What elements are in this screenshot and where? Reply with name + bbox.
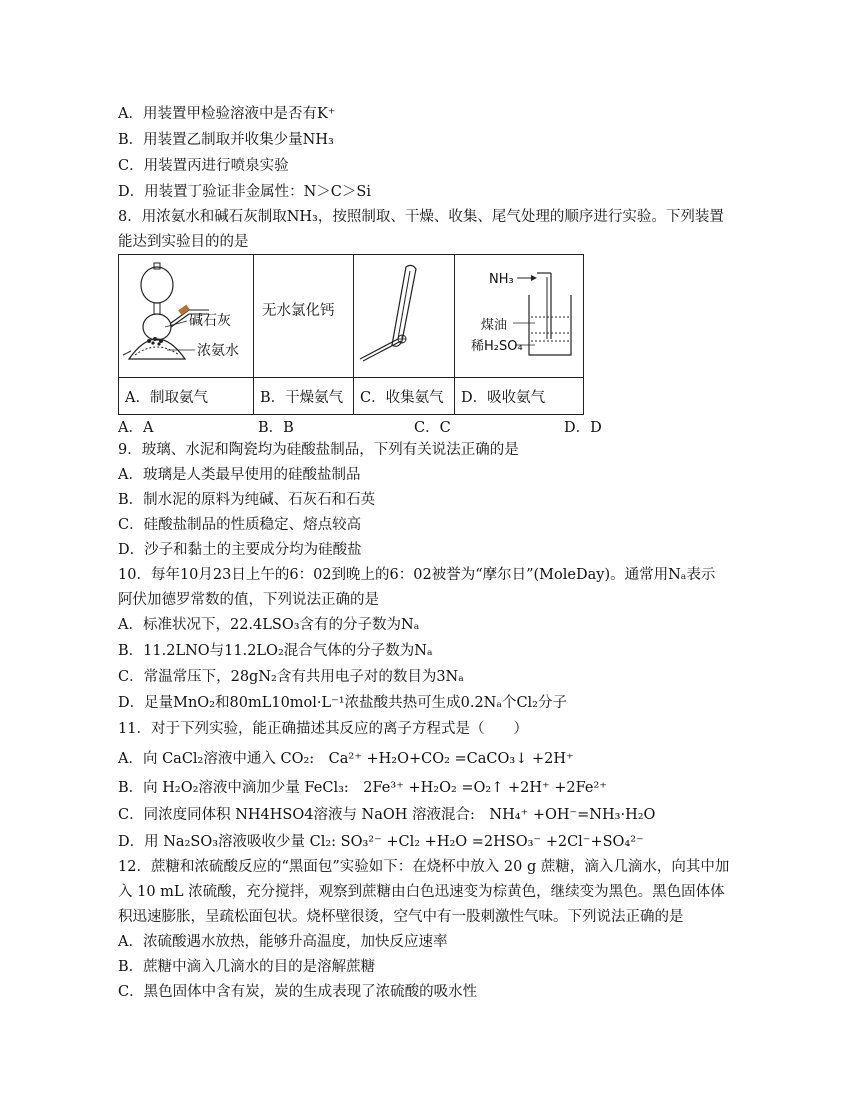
- q7-option-a: A．用装置甲检验溶液中是否有K⁺: [118, 106, 336, 122]
- q9-option-d: D．沙子和黏土的主要成分均为硅酸盐: [118, 542, 362, 558]
- q9-option-b: B．制水泥的原料为纯碱、石灰石和石英: [118, 492, 376, 508]
- q11-option-b: B．向 H₂O₂溶液中滴加少量 FeCl₃: 2Fe³⁺ +H₂O₂ =O₂↑ +2H⁺ +2Fe²⁺: [118, 780, 607, 796]
- q8-stem-line2: 能达到实验目的的是: [118, 234, 249, 250]
- nh3-label: NH₃: [489, 272, 514, 287]
- absorption-beaker-figure: [455, 255, 583, 373]
- q11-option-a: A．向 CaCl₂溶液中通入 CO₂: Ca²⁺ +H₂O+CO₂ =CaCO₃↓ +2H⁺: [118, 751, 574, 767]
- ammonia-generator-figure: [119, 255, 253, 373]
- q11-option-c: C．同浓度同体积 NH4HSO4溶液与 NaOH 溶液混合: NH₄⁺ +OH⁻=NH₃·H₂O: [118, 807, 656, 823]
- q8-choice-a: A．A: [118, 420, 154, 436]
- q8-choice-d: D．D: [564, 420, 602, 436]
- q10-option-b: B．11.2LNO与11.2LO₂混合气体的分子数为Nₐ: [118, 643, 433, 659]
- q10-option-c: C．常温常压下，28gN₂含有共用电子对的数目为3Nₐ: [118, 669, 464, 685]
- q11-stem: 11．对于下列实验，能正确描述其反应的离子方程式是（ ）: [118, 721, 528, 737]
- caption-a: A．制取氨气: [119, 378, 254, 415]
- apparatus-table: [118, 254, 584, 415]
- q10-option-d: D．足量MnO₂和80mL10mol·L⁻¹浓盐酸共热可生成0.2Nₐ个Cl₂分子: [118, 695, 567, 711]
- q10-stem-line2: 阿伏加德罗常数的值，下列说法正确的是: [118, 592, 379, 608]
- q10-option-a: A．标准状况下，22.4LSO₃含有的分子数为Nₐ: [118, 617, 420, 633]
- q12-option-b: B．蔗糖中滴入几滴水的目的是溶解蔗糖: [118, 959, 376, 975]
- q8-stem-line1: 8．用浓氨水和碱石灰制取NH₃，按照制取、干燥、收集、尾气处理的顺序进行实验。下列装置: [118, 209, 724, 225]
- q9-option-c: C．硅酸盐制品的性质稳定、熔点较高: [118, 517, 362, 533]
- ammonia-water-label: 浓氨水: [197, 343, 239, 359]
- soda-lime-label: 碱石灰: [189, 313, 231, 329]
- dilute-acid-label: 稀H₂SO₄: [471, 339, 523, 354]
- q12-stem-line1: 12．蔗糖和浓硫酸反应的“黑面包”实验如下：在烧杯中放入 20 g 蔗糖，滴入几滴水，向其中加: [118, 859, 730, 875]
- apparatus-a-cell: [119, 255, 254, 378]
- q9-option-a: A．玻璃是人类最早使用的硅酸盐制品: [118, 467, 361, 483]
- q12-option-a: A．浓硫酸遇水放热，能够升高温度，加快反应速率: [118, 934, 448, 950]
- q8-choice-b: B．B: [258, 420, 294, 436]
- q7-option-c: C．用装置丙进行喷泉实验: [118, 158, 289, 174]
- apparatus-b-cell: [254, 255, 354, 378]
- q12-option-c: C．黑色固体中含有炭，炭的生成表现了浓硫酸的吸水性: [118, 984, 478, 1000]
- q7-option-d: D．用装置丁验证非金属性：N＞C＞Si: [118, 184, 371, 200]
- q12-stem-line2: 入 10 mL 浓硫酸，充分搅拌，观察到蔗糖由白色迅速变为棕黄色，继续变为黑色。黑色固体体: [118, 884, 725, 900]
- collection-tube-figure: [354, 255, 454, 373]
- apparatus-c-cell: [354, 255, 455, 378]
- q12-stem-line3: 积迅速膨胀，呈疏松面包状。烧杯壁很烫，空气中有一股刺激性气味。下列说法正确的是: [118, 909, 684, 925]
- caption-b: B．干燥氨气: [254, 378, 354, 415]
- q7-option-b: B．用装置乙制取并收集少量NH₃: [118, 132, 334, 148]
- q8-choice-c: C．C: [414, 420, 451, 436]
- calcium-chloride-text: 无水氯化钙: [262, 303, 335, 319]
- q10-stem-line1: 10．每年10月23日上午的6：02到晚上的6：02被誉为“摩尔日”(MoleDay)。通常用Nₐ表示: [118, 567, 716, 583]
- apparatus-d-cell: [455, 255, 584, 378]
- caption-d: D．吸收氨气: [455, 378, 584, 415]
- kerosene-label: 煤油: [481, 318, 508, 333]
- caption-c: C．收集氨气: [354, 378, 455, 415]
- q11-option-d: D．用 Na₂SO₃溶液吸收少量 Cl₂: SO₃²⁻ +Cl₂ +H₂O =2HSO₃⁻ +2Cl⁻+SO₄²⁻: [118, 834, 644, 850]
- q9-stem: 9．玻璃、水泥和陶瓷均为硅酸盐制品，下列有关说法正确的是: [118, 442, 519, 458]
